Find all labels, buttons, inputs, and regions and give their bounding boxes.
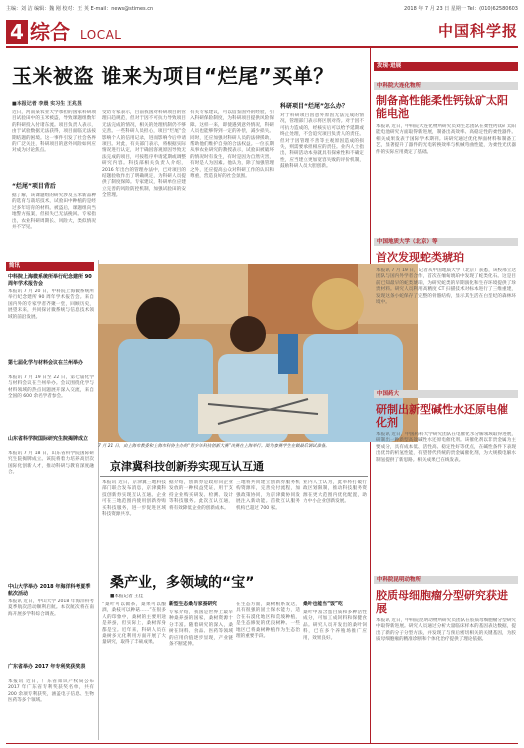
topic-text-1: 本报讯 近日，中科院大连化物所研究员刘生忠团队在柔性钙钛矿太阳能电池研究方面取得新进展，制备出高效率、高稳定性的柔性器件。相关成果发表于国际学术期刊。该研究通过优化界面材料和制备工艺，显著提升了器件的光电转换效率与机械弯曲性能，为柔性光伏器件的实际应用奠定了基础。: [376, 124, 516, 155]
top-info-bar: [6, 5, 518, 13]
mulberry-sub-1: 新型生态桑与家蚕研究: [169, 602, 217, 607]
section-number: 4: [6, 20, 28, 44]
top-info-left: 主编：刘 洁 编辑：魏 刚 校对：王 英 E-mail：news@stimes.cn: [6, 6, 154, 12]
brief-title-4: 山东省科学院国际研究生院揭牌成立: [8, 436, 89, 442]
main-story-col-4: 对于科研项目因意外原因无法完成的情况，管理部门表示将区别对待。对于因不可抗力造成的，经核实后可以给予延期或终止处理，不会追究项目负责人的责任。但对于因管理不善等主观原因造成的损失，则需要承担相应的责任。业内人士指出，科研活动本身就具有探索性和不确定性，应当建立更加宽容失败的评价机制，鼓励科研人员大胆创新。: [280, 113, 364, 170]
brief-title-3: 中山大学举办 2018 年海洋科考夏季航次活动: [8, 584, 91, 597]
topic-text-4: 本报讯 近日，中科院昆明动物所研究员团队在胶质母细胞瘤分型研究中取得新进展。研究人员通过分析大量临床样本的基因表达数据，提出了新的分子分型方法，并发现了与预后密切相关的关键基因，为胶质母细胞瘤的精准诊断和个体化治疗提供了理论依据。: [376, 618, 516, 643]
mulberry-col-1: “桑叶可以做茶，桑果可以酿酒，桑枝可以种菇……”在很多人的印象中，桑树的主要用途是养蚕，但实际上，桑树浑身都是宝。近年来，科研人员在桑树多元化利用方面开展了大量研究，取得了丰硕成果。: [102, 602, 166, 646]
voucher-col-2: 据介绍，创新券是政府向企业发放的一种权益凭证，用于支持企业购买研发、检测、设计等科技服务。此次互认互通，将有效降低企业的创新成本。: [169, 480, 233, 511]
voucher-col-1: 本报讯 近日，京津冀三地科技部门联合发布消息，京津冀科技创新券实现互认互通。企业可在三地范围内使用创新券购买科技服务，进一步促进区域科技资源共享。: [102, 480, 166, 518]
topic-band-3: 中国药大: [374, 390, 518, 398]
topic-title-4: 胶质母细胞瘤分型研究获进展: [376, 589, 508, 615]
mulberry-col-2: 专家介绍，我国是世界上最早种桑养蚕的国家，桑树资源十分丰富。随着研究的深入，桑树在饲料、食品、医药等领域的应用价值逐步显现，产业链条不断延伸。: [169, 610, 233, 648]
topic-title-2: 首次发现蛇类琥珀: [376, 251, 464, 264]
section-title: 综合: [30, 20, 70, 44]
photo-students-illustration: [98, 264, 418, 442]
discovery-band: 发现·进展: [374, 62, 518, 71]
mulberry-sub-2: 桑叶也能当“饭”吃: [303, 602, 343, 607]
mid-rule-1: [100, 476, 368, 477]
topic-title-1: 制备高性能柔性钙钛矿太阳能电池: [376, 94, 508, 120]
byline: ■本报记者 李晨 实习生 王兆昱: [12, 101, 82, 107]
topic-band-4: 中科院昆明动物所: [374, 576, 518, 584]
top-info-right: 2018 年 7 月 23 日 星期一 Tel：(010)62580603: [404, 6, 518, 12]
brief-text-5: 本报讯 近日，广东省知识产权局公布 2017 年广东省专利奖获奖名单，共有 200 余项专利获奖，涵盖电子信息、生物医药等多个领域。: [8, 679, 94, 704]
header-rule: [6, 46, 518, 48]
brief-title-5: 广东省举办 2017 年专利奖获奖表: [8, 664, 86, 670]
mulberry-byline: ■本报记者 王佳: [110, 594, 144, 599]
brief-text-2: 本报讯 7 月 19 日至 22 日，第七届化学与材料会议在兰州举办。会议围绕化学与材料领域的热点问题展开深入交流，来自全国的 600 余名学者参会。: [8, 375, 94, 400]
topic-title-3: 研制出新型碱性水还原电催化剂: [376, 403, 508, 429]
sub-heading-2: 科研项目“烂尾”怎么办？: [280, 103, 348, 110]
topic-band-2: 中国地质大学（北京）等: [374, 238, 518, 246]
brief-text-1: 本报讯 7 月 20 日，中科院上海微系统所举行纪念建所 90 周年学术报告会。来自国内外的专家学者齐聚一堂，回顾历史，展望未来，共同探讨微系统与信息技术领域的前沿发展。: [8, 289, 94, 320]
sub-heading-1: “烂尾”项目背后: [12, 183, 56, 190]
section-subtitle: LOCAL: [80, 28, 122, 42]
main-story-col-2: 受访专家表示，目前我国对科研项目的管理日趋规范，但对于因不可抗力导致项目无法完成的情况，相关的处理机制仍不够完善。一些科研人员担心，项目“烂尾”会影响个人的信用记录，进而影响今后申请项目。对此，有关部门表示，将根据实际情况进行认定，对于确因客观原因导致无法完成的项目，可按程序申请延期或调整研究内容。科技部相关负责人介绍，2016 年出台的管理办法中，已对项目的结题验收作出了明确规定，为科研人员提供了制度保障。专家建议，科研单位应建立完善的风险防控机制，加强试验田的安全管理。: [102, 110, 186, 199]
headline-innovation-voucher: 京津冀科技创新券实现互认互通: [110, 460, 264, 473]
brief-text-4: 本报讯 7 月 18 日，山东省科学院国际研究生院揭牌成立。该院将着力培养高层次国际化创新人才，推动科研与教育深度融合。: [8, 451, 94, 476]
headline-mulberry: 桑产业，多领域的“宝”: [110, 575, 255, 591]
main-story-col-3: 有关专家建议，可以借鉴国外的经验，引入科研保险制度，为科研项目提供风险保障。这样一来，即使遇到意外情况，科研人员也能够得到一定的补偿，减少损失。同时，还应加强对科研人员的法律援助，帮助他们维护自身的合法权益。一位长期从事农业研究的教授表示，试验田被破坏的情况时有发生，有时是因为自然灾害，有时是人为因素。他认为，除了加强管理之外，还应提高公众对科研工作的认识和尊重，营造良好的社会氛围。: [190, 110, 274, 180]
brief-title-2: 第七届化学与材料会议在兰州举办: [8, 360, 84, 366]
voucher-col-4: 业内人士认为，此举将打破行政区划限制，推动科技服务资源在更大范围内优化配置，助力中小企业创新发展。: [303, 480, 367, 505]
brief-news-band: 简讯: [6, 262, 94, 271]
topic-band-1: 中科院大连化物所: [374, 82, 518, 90]
newspaper-logo: 中国科学报: [437, 22, 518, 40]
mulberry-col-3: 在生态方面，桑树根系发达，具有很强的固土保水能力，适合在石漠化地区和荒坡种植，是生态修复的优良树种。一些地区已将桑树种植作为生态治理的重要手段。: [236, 602, 300, 640]
topic-text-2: 本报讯 7 月 19 日，记者从中国地质大学（北京）获悉，该校邢立达团队与国内外学者合作，首次在缅甸琥珀中发现了蛇类化石。这是目前已知最早的蛇类琥珀，为研究蛇类的早期演化和生存环境提供了珍贵材料。研究人员利用高精度 CT 扫描技术对标本进行了三维重建，发现这条小蛇保存了完整的骨骼结构，显示其生活在白垩纪的森林环境中。: [376, 268, 516, 306]
topic-text-3: 本报讯 近日，中国药科大学研究团队在电催化水分解领域取得进展，研制出一种新型高效碱性水还原电催化剂。该催化剂以非贵金属为主要成分，具有成本低、活性高、稳定性好等优点，在碱性条件下表现出优异的析氢性能，有望替代传统的贵金属催化剂，为大规模电解水制氢提供了新思路。相关成果已在线发表。: [376, 432, 516, 463]
main-story-col-1: 近日，河南某农业大学承担的国家科研项目试验田中的玉米被盗，导致课题组数年的科研投入付诸东流。项目负责人表示，由于试验数据无法获得，项目面临无法按期结题的困境。这一事件引发了社会各界的广泛关注，科研项目的意外风险如何应对成为讨论焦点。: [12, 110, 96, 154]
brief-title-1: 中科院上海微系统所举行纪念建所 90 周年学术报告会: [8, 274, 92, 287]
photo-caption: 7 月 21 日，由上海市教委和上海市科协主办的“青少年科技创新大赛”决赛在上海举行。图为参赛学生在做最后调试准备。: [98, 444, 330, 449]
main-headline: 玉米被盗 谁来为项目“烂尾”买单？: [12, 64, 334, 88]
main-story-col-1b: 据了解，该课题组的研究涉及玉米新品种的选育与栽培技术，试验田中种植的是经过多年培育的材料。被盗后，课题组向当地警方报案，但损失已无法挽回。专家指出，农业科研周期长、风险大，类似情况并不罕见。: [12, 193, 96, 231]
news-photo: [98, 264, 418, 442]
brief-text-3: 本报讯 近日，中山大学 2018 年海洋科考夏季航次活动顺利启航。本次航次将在南海开展多学科综合调查。: [8, 599, 94, 617]
mulberry-col-4: 桑叶中富含蛋白质和多种活性成分，可加工成饲料和保健食品。研究人员开发出的桑叶饲料，已在多个养殖场推广应用，效果良好。: [303, 610, 367, 641]
footer-rule: [6, 743, 518, 744]
voucher-col-3: 三地将共同建立创新券服务机构资源库，完善兑付流程，加强政策协同，为京津冀协同发展注入新动能。首批互认服务机构已超过 700 家。: [236, 480, 300, 511]
